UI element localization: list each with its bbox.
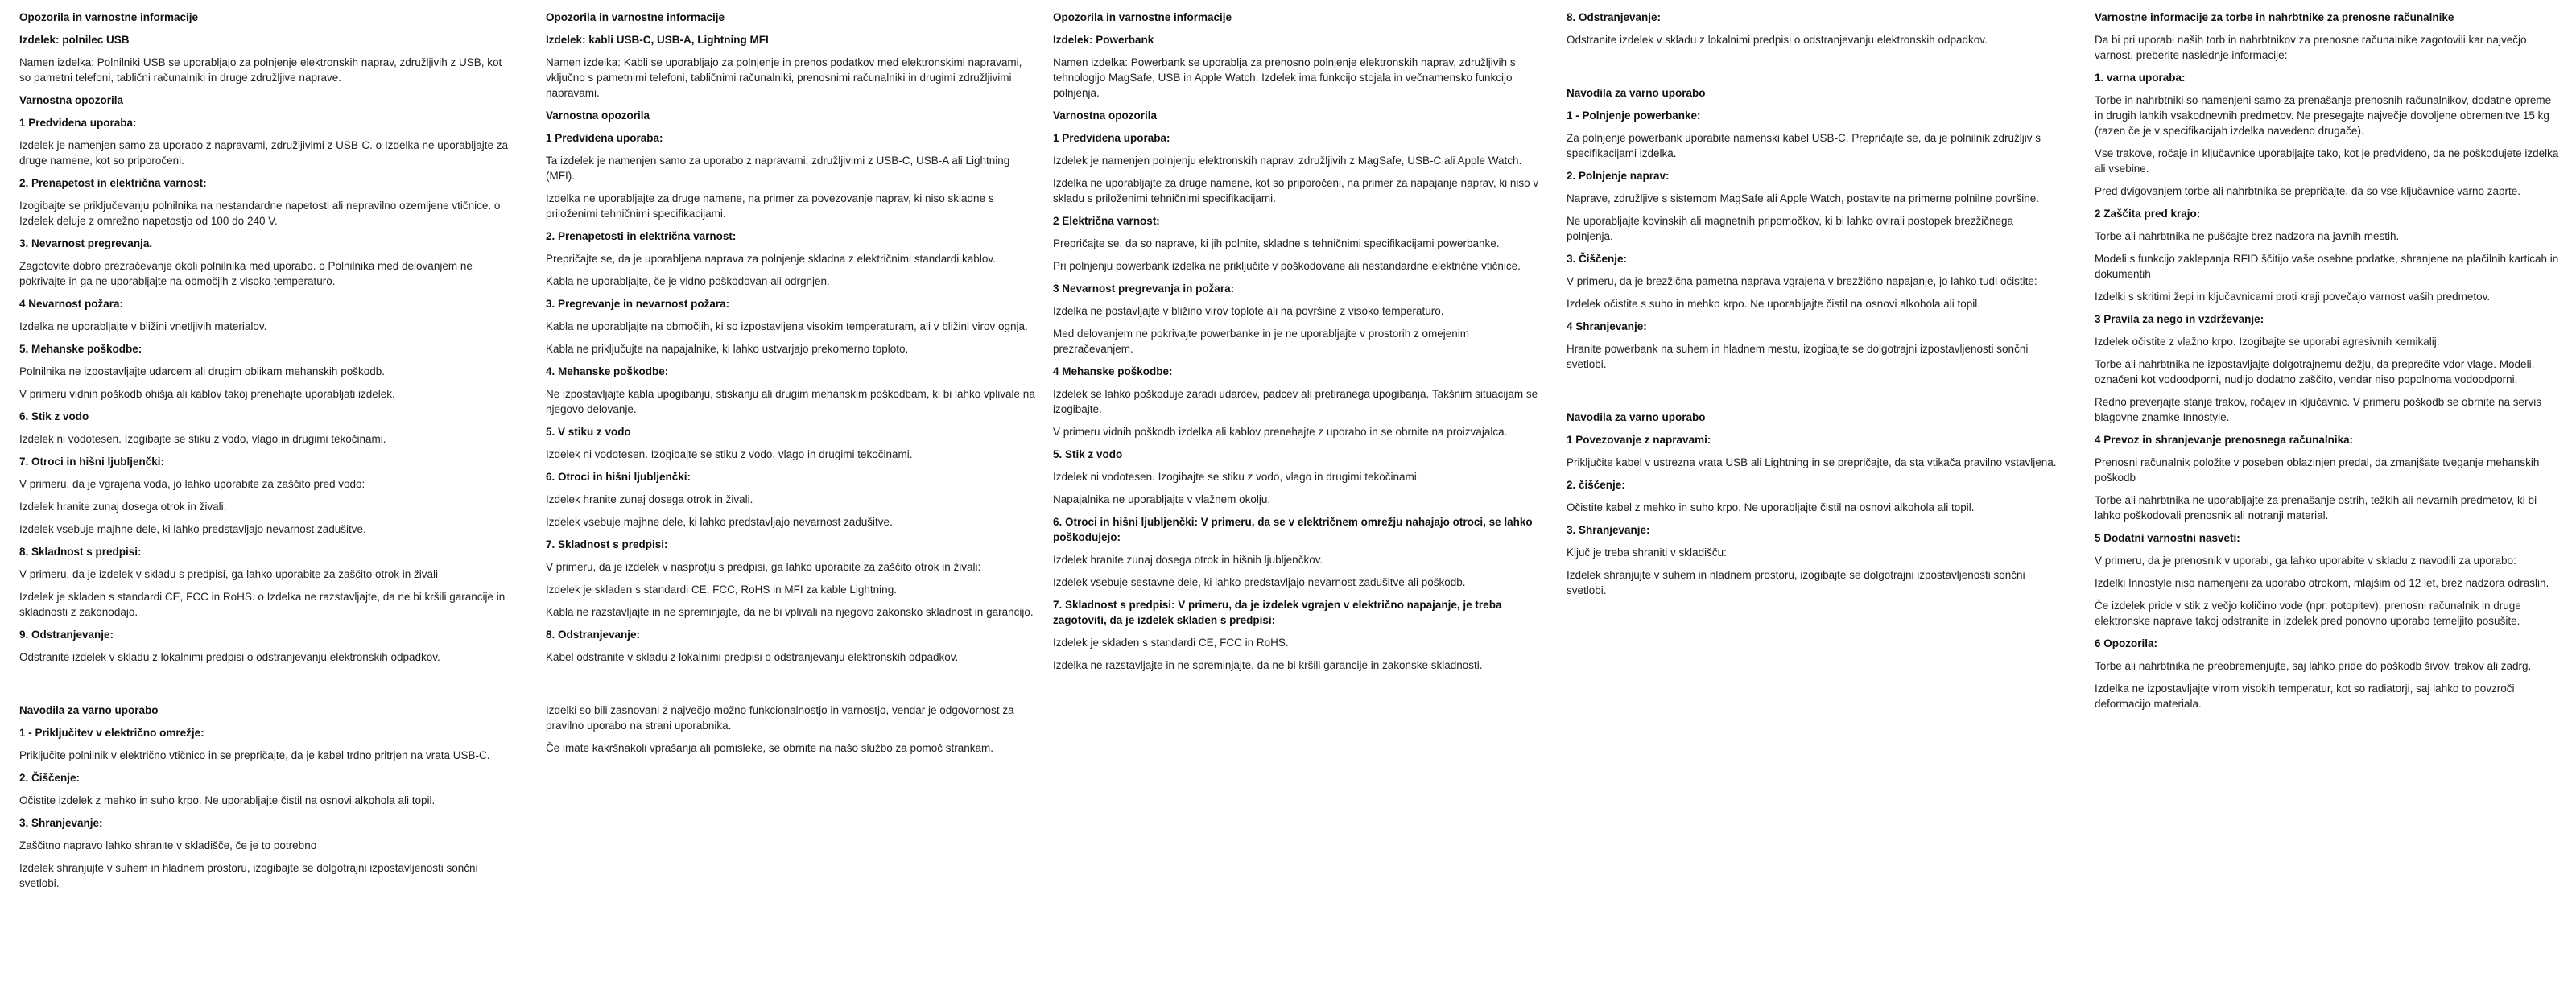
paragraph: Da bi pri uporabi naših torb in nahrbtnikov za prenosne računalnike zagotovili kar največjo varnost, preberite naslednje informacije: <box>2095 34 2527 61</box>
paragraph: Ta izdelek je namenjen samo za uporabo z napravami, združljivimi z USB-C, USB-A ali Lightning (MFI). <box>546 155 1010 182</box>
paragraph: Kabla ne uporabljajte na območjih, ki so izpostavljena visokim temperaturam, ali v bližini virov ognja. <box>546 320 1028 332</box>
paragraph: Ne uporabljajte kovinskih ali magnetnih pripomočkov, ki bi lahko ovirali postopek brezžičnega polnjenja. <box>1567 215 2014 242</box>
section-heading: 3 Pravila za nego in vzdrževanje: <box>2095 313 2264 325</box>
paragraph: Ključ je treba shraniti v skladišču: <box>1567 546 1727 559</box>
paragraph: Odstranite izdelek v skladu z lokalnimi predpisi o odstranjevanju elektronskih odpadkov. <box>1567 34 1988 46</box>
section-heading: 5. Stik z vodo <box>1053 448 1123 460</box>
section-heading: Navodila za varno uporabo <box>1567 411 1706 423</box>
paragraph: Vse trakove, ročaje in ključavnice uporabljajte tako, kot je predvideno, da ne poškodujete izdelka ali vsebine. <box>2095 147 2559 175</box>
paragraph: V primeru, da je brezžična pametna naprava vgrajena v brezžično napajanje, jo lahko tudi očistite: <box>1567 275 2037 287</box>
paragraph: Izdelka ne uporabljajte v bližini vnetljivih materialov. <box>19 320 267 332</box>
paragraph: Zaščitno napravo lahko shranite v skladišče, če je to potrebno <box>19 839 317 851</box>
section-heading: 5. V stiku z vodo <box>546 426 631 438</box>
paragraph: Izdelek je skladen s standardi CE, FCC in RoHS. o Izdelka ne razstavljajte, da ne bi kršili garancije in skladnosti z zakonodajo. <box>19 591 506 618</box>
paragraph: Za polnjenje powerbank uporabite namenski kabel USB-C. Prepričajte se, da je polnilnik združljiv s specifikacijami izdelka. <box>1567 132 2041 159</box>
section-heading: Varnostna opozorila <box>546 109 650 122</box>
section-heading: 2 Zaščita pred krajo: <box>2095 208 2201 220</box>
paragraph: Izdelek je namenjen polnjenju elektronskih naprav, združljivih z MagSafe, USB-C ali Apple Watch. <box>1053 155 1522 167</box>
paragraph: Izdelka ne postavljajte v bližino virov toplote ali na površine z visoko temperaturo. <box>1053 305 1444 317</box>
paragraph: Izdelka ne razstavljajte in ne spreminjajte, da ne bi kršili garancije in zakonske skladnosti. <box>1053 659 1483 671</box>
section-heading: 3 Nevarnost pregrevanja in požara: <box>1053 282 1235 295</box>
section-gap <box>19 672 512 703</box>
section-heading: 1. varna uporaba: <box>2095 72 2186 84</box>
paragraph: Izdelek vsebuje majhne dele, ki lahko predstavljajo nevarnost zadušitve. <box>546 516 893 528</box>
paragraph: Če izdelek pride v stik z večjo količino vode (npr. potopitev), prenosni računalnik in druge elektronske naprave takoj odstranite in izdelek pred ponovno uporabo temeljito posušite. <box>2095 600 2521 627</box>
paragraph: V primeru, da je vgrajena voda, jo lahko uporabite za zaščito pred vodo: <box>19 478 365 490</box>
section-heading: 1 Predvidena uporaba: <box>546 132 663 144</box>
section-gap <box>1567 379 2059 410</box>
paragraph: Redno preverjajte stanje trakov, ročajev in ključavnic. V primeru poškodb se obrnite na servis blagovne znamke Innostyle. <box>2095 396 2542 423</box>
section-heading: 2. Polnjenje naprav: <box>1567 170 1670 182</box>
paragraph: Če imate kakršnakoli vprašanja ali pomisleke, se obrnite na našo službo za pomoč strankam. <box>546 742 994 754</box>
section-heading: 2. Prenapetosti in električna varnost: <box>546 230 737 242</box>
section-heading: Opozorila in varnostne informacije <box>546 11 725 23</box>
paragraph: Izdelek ni vodotesen. Izogibajte se stiku z vodo, vlago in drugimi tekočinami. <box>19 433 386 445</box>
paragraph: Namen izdelka: Polnilniki USB se uporabljajo za polnjenje elektronskih naprav, združljivih z USB, kot so pametni telefoni, tablični računalniki in druge združljive naprave. <box>19 56 502 84</box>
paragraph: Kabla ne razstavljajte in ne spreminjajte, da ne bi vplivali na njegovo zakonsko skladnost in garancijo. <box>546 606 1034 618</box>
paragraph: Izdelek hranite zunaj dosega otrok in hišnih ljubljenčkov. <box>1053 554 1323 566</box>
section-heading: 5 Dodatni varnostni nasveti: <box>2095 532 2240 544</box>
paragraph: Prepričajte se, da so naprave, ki jih polnite, skladne s tehničnimi specifikacijami powerbanke. <box>1053 237 1500 249</box>
section-heading: 4 Nevarnost požara: <box>19 298 124 310</box>
paragraph: Torbe ali nahrbtnika ne izpostavljajte dolgotrajnemu dežju, da preprečite vdor vlage. Modeli, označeni kot vodoodporni, nudijo dodatno zaščito, vendar niso popolnoma vodoodporni. <box>2095 358 2535 385</box>
section-heading: 4 Prevoz in shranjevanje prenosnega računalnika: <box>2095 434 2354 446</box>
paragraph: Hranite powerbank na suhem in hladnem mestu, izogibajte se dolgotrajni izpostavljenosti sončni svetlobi. <box>1567 343 2029 370</box>
paragraph: Kabel odstranite v skladu z lokalnimi predpisi o odstranjevanju elektronskih odpadkov. <box>546 651 959 663</box>
paragraph: Napajalnika ne uporabljajte v vlažnem okolju. <box>1053 493 1271 505</box>
section-heading: Izdelek: kabli USB-C, USB-A, Lightning MFI <box>546 34 769 46</box>
paragraph: Modeli s funkcijo zaklepanja RFID ščitijo vaše osebne podatke, shranjene na plačilnih karticah in dokumentih <box>2095 253 2559 280</box>
paragraph: Izdelek vsebuje sestavne dele, ki lahko predstavljajo nevarnost zadušitve ali poškodb. <box>1053 576 1466 588</box>
paragraph: Izdelek je skladen s standardi CE, FCC in RoHS. <box>1053 637 1289 649</box>
paragraph: Zagotovite dobro prezračevanje okoli polnilnika med uporabo. o Polnilnika med delovanjem ne pokrivajte in ga ne uporabljajte na območjih z visoko temperaturo. <box>19 260 473 287</box>
section-heading: 8. Odstranjevanje: <box>1567 11 1662 23</box>
section-heading: Navodila za varno uporabo <box>19 704 159 716</box>
paragraph: V primeru, da je prenosnik v uporabi, ga lahko uporabite v skladu z navodili za uporabo: <box>2095 555 2516 567</box>
paragraph: Priključite kabel v ustrezna vrata USB ali Lightning in se prepričajte, da sta vtikača pravilno vstavljena. <box>1567 456 2057 468</box>
paragraph: V primeru, da je izdelek v nasprotju s predpisi, ga lahko uporabite za zaščito otrok in živali: <box>546 561 981 573</box>
paragraph: Izdelka ne izpostavljajte virom visokih temperatur, kot so radiatorji, saj lahko to povzroči deformacijo materiala. <box>2095 682 2515 710</box>
section-heading: 7. Otroci in hišni ljubljenčki: <box>19 456 165 468</box>
section-heading: Opozorila in varnostne informacije <box>19 11 199 23</box>
text-column-usb-charger <box>19 10 512 898</box>
section-heading: 3. Shranjevanje: <box>19 817 103 829</box>
paragraph: Priključite polnilnik v električno vtičnico in se prepričajte, da je kabel trdno pritrjen na vrata USB-C. <box>19 749 490 761</box>
paragraph: Izdelek očistite s suho in mehko krpo. Ne uporabljajte čistil na osnovi alkohola ali topil. <box>1567 298 1981 310</box>
section-heading: Izdelek: Powerbank <box>1053 34 1154 46</box>
paragraph: Prepričajte se, da je uporabljena naprava za polnjenje skladna z električnimi standardi kablov. <box>546 253 996 265</box>
section-gap <box>546 672 1038 703</box>
paragraph: Izdelek hranite zunaj dosega otrok in živali. <box>19 501 227 513</box>
paragraph: Izdelek očistite z vlažno krpo. Izogibajte se uporabi agresivnih kemikalij. <box>2095 336 2440 348</box>
section-heading: 3. Čiščenje: <box>1567 253 1628 265</box>
paragraph: Ne izpostavljajte kabla upogibanju, stiskanju ali drugim mehanskim poškodbam, ki bi lahko vplivale na njegovo delovanje. <box>546 388 1035 415</box>
paragraph: Prenosni računalnik položite v poseben oblazinjen predal, da zmanjšate tveganje mehanskih poškodb <box>2095 456 2540 484</box>
paragraph: Naprave, združljive s sistemom MagSafe ali Apple Watch, postavite na primerne polnilne površine. <box>1567 192 2040 204</box>
paragraph: V primeru, da je izdelek v skladu s predpisi, ga lahko uporabite za zaščito otrok in živali <box>19 568 439 580</box>
paragraph: Pri polnjenju powerbank izdelka ne priključite v poškodovane ali nestandardne električne vtičnice. <box>1053 260 1521 272</box>
section-heading: 8. Odstranjevanje: <box>546 629 641 641</box>
section-heading: 3. Pregrevanje in nevarnost požara: <box>546 298 730 310</box>
paragraph: V primeru vidnih poškodb izdelka ali kablov prenehajte z uporabo in se obrnite na proizvajalca. <box>1053 426 1508 438</box>
paragraph: Očistite kabel z mehko in suho krpo. Ne uporabljajte čistil na osnovi alkohola ali topil. <box>1567 501 1975 513</box>
section-heading: 6. Stik z vodo <box>19 410 89 423</box>
paragraph: Očistite izdelek z mehko in suho krpo. Ne uporabljajte čistil na osnovi alkohola ali topil. <box>19 794 436 806</box>
paragraph: Izdelek vsebuje majhne dele, ki lahko predstavljajo nevarnost zadušitve. <box>19 523 366 535</box>
section-heading: 7. Skladnost s predpisi: <box>546 538 668 550</box>
section-heading: 8. Skladnost s predpisi: <box>19 546 142 558</box>
paragraph: Izdelka ne uporabljajte za druge namene, kot so priporočeni, na primer za napajanje naprav, ki niso v skladu s priloženimi tehničnimi specifikacijami. <box>1053 177 1539 204</box>
text-column-powerbank <box>1053 10 1546 680</box>
paragraph: Izogibajte se priključevanju polnilnika na nestandardne napetosti ali nepravilno ozemljene vtičnice. o Izdelek deluje z omrežno napetostjo od 100 do 240 V. <box>19 200 501 227</box>
paragraph: Polnilnika ne izpostavljajte udarcem ali drugim oblikam mehanskih poškodb. <box>19 365 385 377</box>
section-heading: 6 Opozorila: <box>2095 637 2158 649</box>
section-heading: 4 Mehanske poškodbe: <box>1053 365 1173 377</box>
section-heading: 2 Električna varnost: <box>1053 215 1160 227</box>
section-heading: 1 Povezovanje z napravami: <box>1567 434 1711 446</box>
section-heading: 6. Otroci in hišni ljubljenčki: <box>546 471 691 483</box>
text-column-cables <box>546 10 1038 763</box>
section-heading: 3. Nevarnost pregrevanja. <box>19 237 153 249</box>
paragraph: Namen izdelka: Kabli se uporabljajo za polnjenje in prenos podatkov med elektronskimi napravami, vključno s pametnimi telefoni, tabličnimi računalniki, prenosnimi računalniki in drugimi združljivimi napravami. <box>546 56 1022 99</box>
section-heading: 2. čiščenje: <box>1567 479 1625 491</box>
section-heading: 4. Mehanske poškodbe: <box>546 365 669 377</box>
text-column-laptop-bags <box>2095 10 2562 719</box>
paragraph: Torbe ali nahrbtnika ne uporabljajte za prenašanje ostrih, težkih ali nevarnih predmetov, ki bi lahko poškodovali prenosnik ali notranji material. <box>2095 494 2537 522</box>
section-heading: Izdelek: polnilec USB <box>19 34 130 46</box>
text-column-powerbank-continued <box>1567 10 2059 605</box>
section-heading: 3. Shranjevanje: <box>1567 524 1650 536</box>
paragraph: Pred dvigovanjem torbe ali nahrbtnika se prepričajte, da so vse ključavnice varno zaprte. <box>2095 185 2521 197</box>
paragraph: Torbe in nahrbtniki so namenjeni samo za prenašanje prenosnih računalnikov, dodatne opreme in drugih lahkih vsakodnevnih predmetov. Ne presegajte največje dovoljene obremenitve 15 kg (razen če je v specifikacijah izdelka navedeno drugače). <box>2095 94 2552 137</box>
section-heading: 5. Mehanske poškodbe: <box>19 343 142 355</box>
section-heading: 1 Predvidena uporaba: <box>19 117 137 129</box>
paragraph: Kabla ne uporabljajte, če je vidno poškodovan ali odrgnjen. <box>546 275 830 287</box>
paragraph: Izdelki so bili zasnovani z največjo možno funkcionalnostjo in varnostjo, vendar je odgovornost za pravilno uporabo na strani uporabnika. <box>546 704 1014 732</box>
paragraph: Izdelek ni vodotesen. Izogibajte se stiku z vodo, vlago in drugimi tekočinami. <box>1053 471 1420 483</box>
section-heading: Navodila za varno uporabo <box>1567 87 1706 99</box>
section-heading: Varnostne informacije za torbe in nahrbtnike za prenosne računalnike <box>2095 11 2454 23</box>
section-heading: Varnostna opozorila <box>19 94 124 106</box>
paragraph: Med delovanjem ne pokrivajte powerbanke in je ne uporabljajte v prostorih z omejenim prezračevanjem. <box>1053 328 1470 355</box>
paragraph: Izdelek shranjujte v suhem in hladnem prostoru, izogibajte se dolgotrajni izpostavljenosti sončni svetlobi. <box>19 862 478 889</box>
paragraph: Izdelek je skladen s standardi CE, FCC, RoHS in MFI za kable Lightning. <box>546 583 897 596</box>
section-gap <box>1567 55 2059 85</box>
paragraph: Izdelki s skritimi žepi in ključavnicami proti kraji povečajo varnost vaših predmetov. <box>2095 291 2491 303</box>
section-heading: Varnostna opozorila <box>1053 109 1158 122</box>
section-heading: Opozorila in varnostne informacije <box>1053 11 1232 23</box>
section-heading: 4 Shranjevanje: <box>1567 320 1647 332</box>
paragraph: Izdelki Innostyle niso namenjeni za uporabo otrokom, mlajšim od 12 let, brez nadzora odraslih. <box>2095 577 2549 589</box>
paragraph: Izdelek se lahko poškoduje zaradi udarcev, padcev ali pretiranega upogibanja. Takšnim situacijam se izogibajte. <box>1053 388 1538 415</box>
section-heading: 1 Predvidena uporaba: <box>1053 132 1170 144</box>
paragraph: Torbe ali nahrbtnika ne puščajte brez nadzora na javnih mestih. <box>2095 230 2400 242</box>
paragraph: Namen izdelka: Powerbank se uporablja za prenosno polnjenje elektronskih naprav, združljivih s tehnologijo MagSafe, USB in Apple Watch. Izdelek ima funkcijo stojala in večnamensko funkcijo polnjenja. <box>1053 56 1516 99</box>
paragraph: Izdelek shranjujte v suhem in hladnem prostoru, izogibajte se dolgotrajni izpostavljenosti sončni svetlobi. <box>1567 569 2025 596</box>
section-heading: 7. Skladnost s predpisi: V primeru, da je izdelek vgrajen v električno napajanje, je treba zagotoviti, da je izdelek skladen s predpisi: <box>1053 599 1502 626</box>
paragraph: V primeru vidnih poškodb ohišja ali kablov takoj prenehajte uporabljati izdelek. <box>19 388 395 400</box>
paragraph: Odstranite izdelek v skladu z lokalnimi predpisi o odstranjevanju elektronskih odpadkov. <box>19 651 440 663</box>
paragraph: Izdelka ne uporabljajte za druge namene, na primer za povezovanje naprav, ki niso skladne s priloženimi tehničnimi specifikacijami. <box>546 192 994 220</box>
paragraph: Izdelek je namenjen samo za uporabo z napravami, združljivimi z USB-C. o Izdelka ne uporabljajte za druge namene, kot so priporočeni. <box>19 139 509 167</box>
section-heading: 1 - Polnjenje powerbanke: <box>1567 109 1701 122</box>
section-heading: 6. Otroci in hišni ljubljenčki: V primeru, da se v električnem omrežju nahajajo otroci, se lahko poškodujejo: <box>1053 516 1533 543</box>
paragraph: Izdelek hranite zunaj dosega otrok in živali. <box>546 493 753 505</box>
section-heading: 9. Odstranjevanje: <box>19 629 114 641</box>
section-heading: 2. Prenapetost in električna varnost: <box>19 177 207 189</box>
paragraph: Torbe ali nahrbtnika ne preobremenjujte, saj lahko pride do poškodb šivov, trakov ali zadrg. <box>2095 660 2532 672</box>
section-heading: 2. Čiščenje: <box>19 772 80 784</box>
paragraph: Izdelek ni vodotesen. Izogibajte se stiku z vodo, vlago in drugimi tekočinami. <box>546 448 913 460</box>
paragraph: Kabla ne priključujte na napajalnike, ki lahko ustvarjajo prekomerno toploto. <box>546 343 909 355</box>
section-heading: 1 - Priključitev v električno omrežje: <box>19 727 204 739</box>
